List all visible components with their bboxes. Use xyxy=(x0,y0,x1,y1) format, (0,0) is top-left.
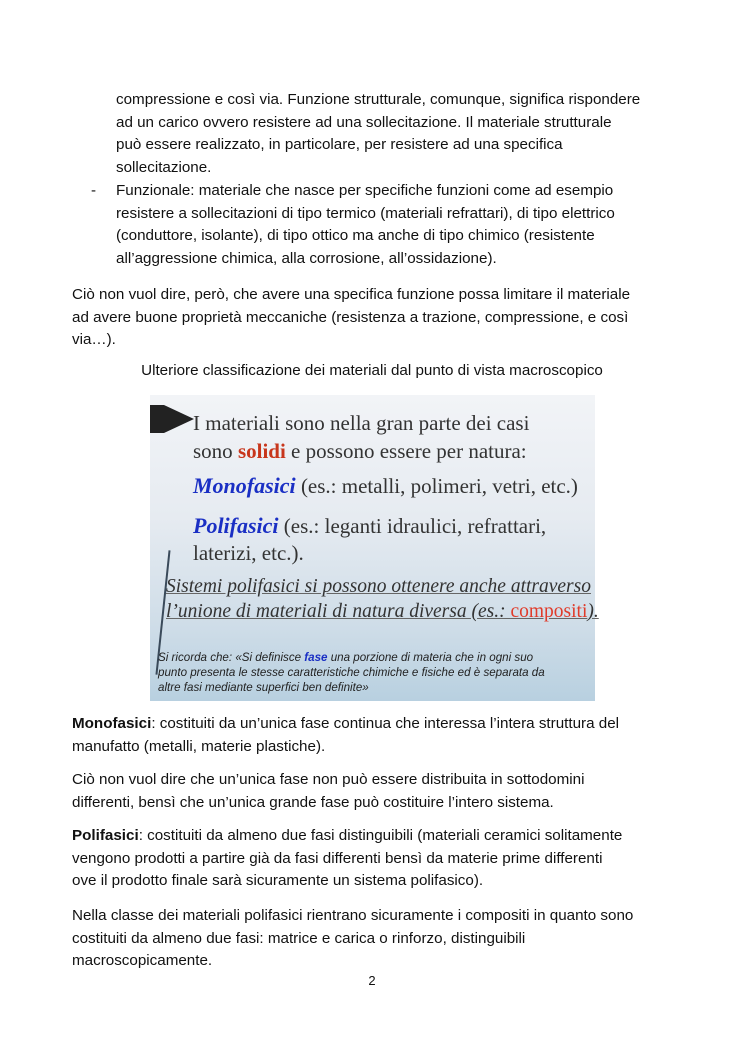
page-number: 2 xyxy=(368,973,376,988)
text-line: via…). xyxy=(72,331,116,349)
slide-text: Si ricorda che: «Si definisce xyxy=(158,651,305,664)
bullet-item-funzionale xyxy=(116,180,676,270)
slide-note-line: punto presenta le stesse caratteristiche chimiche e fisiche ed è separata da xyxy=(158,666,545,679)
text-line: ad un carico ovvero resistere ad una sollecitazione. Il materiale strutturale xyxy=(116,113,612,131)
slide-line2 xyxy=(193,439,527,464)
slide-poli-line2: laterizi, etc.). xyxy=(193,541,304,565)
text-line: resistere a sollecitazioni di tipo termico (materiali refrattari), di tipo elettrico xyxy=(116,204,615,222)
text-line: (conduttore, isolante), di tipo ottico ma anche di tipo chimico (resistente xyxy=(116,227,595,245)
slide-sys-line1: Sistemi polifasici si possono ottenere anche attraverso xyxy=(166,576,591,597)
slide-text: l’unione di materiali di natura diversa (es.: xyxy=(166,601,511,622)
slide-arrow-icon xyxy=(164,405,194,433)
paragraph-compositi xyxy=(72,905,674,973)
text-span: : costituiti da almeno due fasi distinguibili (materiali ceramici solitamente xyxy=(138,827,623,844)
text-line: ad avere buone proprietà meccaniche (resistenza a trazione, compressione, e così xyxy=(72,308,629,326)
paragraph-polifasici xyxy=(72,825,674,893)
slide-note-line: altre fasi mediante superfici ben definite» xyxy=(158,681,369,694)
term-monofasici: Monofasici xyxy=(72,715,152,732)
text-line xyxy=(72,713,674,736)
slide-text: sono xyxy=(193,439,238,463)
slide-line1: I materiali sono nella gran parte dei casi xyxy=(193,411,530,435)
term-polifasici: Polifasici xyxy=(72,827,139,844)
slide-mono-label: Monofasici xyxy=(193,473,296,498)
intro-paragraph xyxy=(116,89,676,179)
text-line: differenti, bensì che un’unica grande fase può costituire l’intero sistema. xyxy=(72,793,554,811)
slide-highlight-compositi: compositi xyxy=(510,601,588,622)
text-line: Funzionale: materiale che nasce per specifiche funzioni come ad esempio xyxy=(116,182,614,199)
slide-highlight-solidi: solidi xyxy=(237,439,286,463)
text-line: Ciò non vuol dire che un’unica fase non può essere distribuita in sottodomini xyxy=(72,771,585,788)
bullet-marker: - xyxy=(91,182,97,199)
slide-text: e possono essere per natura: xyxy=(285,439,527,463)
text-line: manufatto (metalli, materie plastiche). xyxy=(72,737,326,755)
paragraph-monofasici xyxy=(72,713,674,758)
slide-text: (es.: metalli, polimeri, vetri, etc.) xyxy=(295,474,578,498)
text-span: : costituiti da un’unica fase continua che interessa l’intera struttura del xyxy=(151,715,620,732)
paragraph-funzione xyxy=(72,284,674,352)
slide-note xyxy=(158,650,588,695)
slide-image xyxy=(150,395,599,701)
text-line: Ciò non vuol dire, però, che avere una specifica funzione possa limitare il materiale xyxy=(72,286,631,303)
figure-caption: Ulteriore classificazione dei materiali dal punto di vista macroscopico xyxy=(141,362,603,379)
slide-text: (es.: leganti idraulici, refrattari, xyxy=(278,514,547,538)
text-line xyxy=(72,825,674,848)
slide-text: ). xyxy=(587,601,599,622)
text-line: può essere realizzato, in particolare, per resistere ad una specifica xyxy=(116,136,563,154)
text-line: compressione e così via. Funzione strutturale, comunque, significa rispondere xyxy=(116,91,641,108)
slide-highlight-fase: fase xyxy=(304,651,328,664)
slide-sys-line2 xyxy=(166,601,599,623)
text-line: Nella classe dei materiali polifasici rientrano sicuramente i compositi in quanto sono xyxy=(72,907,634,924)
text-line: sollecitazione. xyxy=(116,158,212,176)
text-line: all’aggressione chimica, alla corrosione, all’ossidazione). xyxy=(116,249,497,267)
slide-poli-line xyxy=(193,513,546,539)
slide-marker-icon xyxy=(150,405,164,433)
text-line: macroscopicamente. xyxy=(72,952,213,970)
paragraph-unica-fase xyxy=(72,769,674,814)
slide-note-line xyxy=(158,650,588,665)
slide-poli-label: Polifasici xyxy=(193,513,279,538)
slide-text: una porzione di materia che in ogni suo xyxy=(327,651,534,664)
text-line: ove il prodotto finale sarà sicuramente un sistema polifasico). xyxy=(72,872,484,890)
slide-mono-line xyxy=(193,473,578,499)
text-line: vengono prodotti a partire già da fasi differenti bensì da materie prime differenti xyxy=(72,849,603,867)
text-line: costituiti da almeno due fasi: matrice e carica o rinforzo, distinguibili xyxy=(72,929,526,947)
